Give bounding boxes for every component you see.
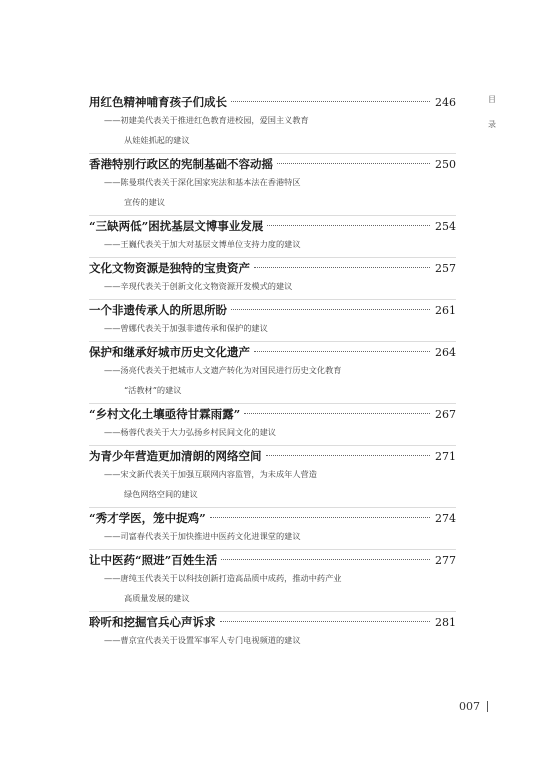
entry-subtitle: ——汤亮代表关于把城市人文遗产转化为对国民进行历史文化教育 — [104, 365, 342, 375]
side-label-lu: 录 — [488, 120, 496, 129]
table-of-contents — [89, 90, 456, 650]
entry-page-number[interactable]: 254 — [435, 220, 456, 233]
toc-entry[interactable] — [89, 153, 456, 212]
entry-subtitle: ——唐纯玉代表关于以科技创新打造高品质中成药，推动中药产业 — [104, 573, 342, 583]
dot-leader — [244, 413, 430, 414]
dot-leader — [277, 163, 430, 164]
entry-subtitle: 绿色网络空间的建议 — [124, 489, 198, 499]
entry-page-number[interactable]: 267 — [435, 408, 456, 421]
entry-title[interactable]: 让中医药“照进”百姓生活 — [89, 553, 218, 567]
entry-divider — [89, 215, 456, 216]
entry-subtitle: ——宋文新代表关于加强互联网内容监管，为未成年人营造 — [104, 469, 317, 479]
entry-subtitle: ——司富春代表关于加快推进中医药文化进课堂的建议 — [104, 531, 301, 541]
folio-bar — [487, 701, 488, 712]
dot-leader — [254, 267, 430, 268]
entry-heading-line — [89, 510, 456, 526]
entry-subtitle: ——曹京宜代表关于设置军事军人专门电视频道的建议 — [104, 635, 301, 645]
entry-divider — [89, 257, 456, 258]
entry-title[interactable]: 保护和继承好城市历史文化遗产 — [89, 345, 250, 359]
entry-heading-line — [89, 218, 456, 234]
entry-heading-line — [89, 260, 456, 276]
dot-leader — [220, 621, 431, 622]
entry-divider — [89, 341, 456, 342]
entry-page-number[interactable]: 281 — [435, 616, 456, 629]
entry-page-number[interactable]: 250 — [435, 158, 456, 171]
toc-entry[interactable] — [89, 215, 456, 254]
entry-divider — [89, 153, 456, 154]
entry-heading-line — [89, 406, 456, 422]
entry-page-number[interactable]: 271 — [435, 450, 456, 463]
entry-page-number[interactable]: 274 — [435, 512, 456, 525]
entry-title[interactable]: 文化文物资源是独特的宝贵资产 — [89, 261, 250, 275]
entry-subtitle: 宣传的建议 — [124, 197, 165, 207]
entry-divider — [89, 611, 456, 612]
entry-page-number[interactable]: 261 — [435, 304, 456, 317]
dot-leader — [254, 351, 430, 352]
entry-subtitle: ——辛现代表关于创新文化文物资源开发模式的建议 — [104, 281, 293, 291]
entry-title[interactable]: 为青少年营造更加清朗的网络空间 — [89, 449, 262, 463]
entry-subtitle: ——曾娜代表关于加强非遗传承和保护的建议 — [104, 323, 268, 333]
dot-leader — [221, 559, 430, 560]
entry-heading-line — [89, 552, 456, 568]
dot-leader — [231, 309, 430, 310]
entry-heading-line — [89, 614, 456, 630]
entry-page-number[interactable]: 257 — [435, 262, 456, 275]
entry-subtitle: ——王巍代表关于加大对基层文博单位支持力度的建议 — [104, 239, 301, 249]
dot-leader — [210, 517, 430, 518]
entry-subtitle: ——陈曼琪代表关于深化国家宪法和基本法在香港特区 — [104, 177, 301, 187]
entry-heading-line — [89, 156, 456, 172]
page-folio — [459, 700, 488, 713]
entry-heading-line — [89, 344, 456, 360]
entry-subtitle: “活教材”的建议 — [124, 385, 182, 395]
dot-leader — [267, 225, 430, 226]
entry-page-number[interactable]: 277 — [435, 554, 456, 567]
entry-title[interactable]: 用红色精神哺育孩子们成长 — [89, 95, 227, 109]
toc-entry[interactable] — [89, 507, 456, 546]
entry-title[interactable]: 一个非遗传承人的所思所盼 — [89, 303, 227, 317]
toc-entry[interactable] — [89, 403, 456, 442]
entry-heading-line — [89, 448, 456, 464]
dot-leader — [231, 101, 430, 102]
entry-heading-line — [89, 94, 456, 110]
entry-page-number[interactable]: 264 — [435, 346, 456, 359]
toc-entry[interactable] — [89, 611, 456, 650]
entry-subtitle: 从娃娃抓起的建议 — [124, 135, 190, 145]
entry-divider — [89, 403, 456, 404]
entry-title[interactable]: “三缺两低”困扰基层文博事业发展 — [89, 219, 264, 233]
entry-subtitle: ——杨蓉代表关于大力弘扬乡村民间文化的建议 — [104, 427, 276, 437]
entry-subtitle: 高质量发展的建议 — [124, 593, 190, 603]
entry-divider — [89, 445, 456, 446]
entry-title[interactable]: 聆听和挖掘官兵心声诉求 — [89, 615, 216, 629]
entry-subtitle: ——初建美代表关于推进红色教育进校园，爱国主义教育 — [104, 115, 309, 125]
entry-title[interactable]: “乡村文化土壤亟待甘霖雨露” — [89, 407, 241, 421]
toc-entry[interactable] — [89, 257, 456, 296]
toc-entry[interactable] — [89, 90, 456, 150]
toc-entry[interactable] — [89, 341, 456, 400]
entry-divider — [89, 507, 456, 508]
toc-entry[interactable] — [89, 549, 456, 608]
toc-entry[interactable] — [89, 299, 456, 338]
dot-leader — [266, 455, 431, 456]
entry-title[interactable]: 香港特别行政区的宪制基础不容动摇 — [89, 157, 273, 171]
side-label-mu: 目 — [488, 95, 496, 104]
entry-divider — [89, 549, 456, 550]
entry-divider — [89, 299, 456, 300]
entry-title[interactable]: “秀才学医，笼中捉鸡” — [89, 511, 206, 525]
page-number: 007 — [459, 700, 480, 713]
entry-heading-line — [89, 302, 456, 318]
entry-page-number[interactable]: 246 — [435, 96, 456, 109]
toc-entry[interactable] — [89, 445, 456, 504]
